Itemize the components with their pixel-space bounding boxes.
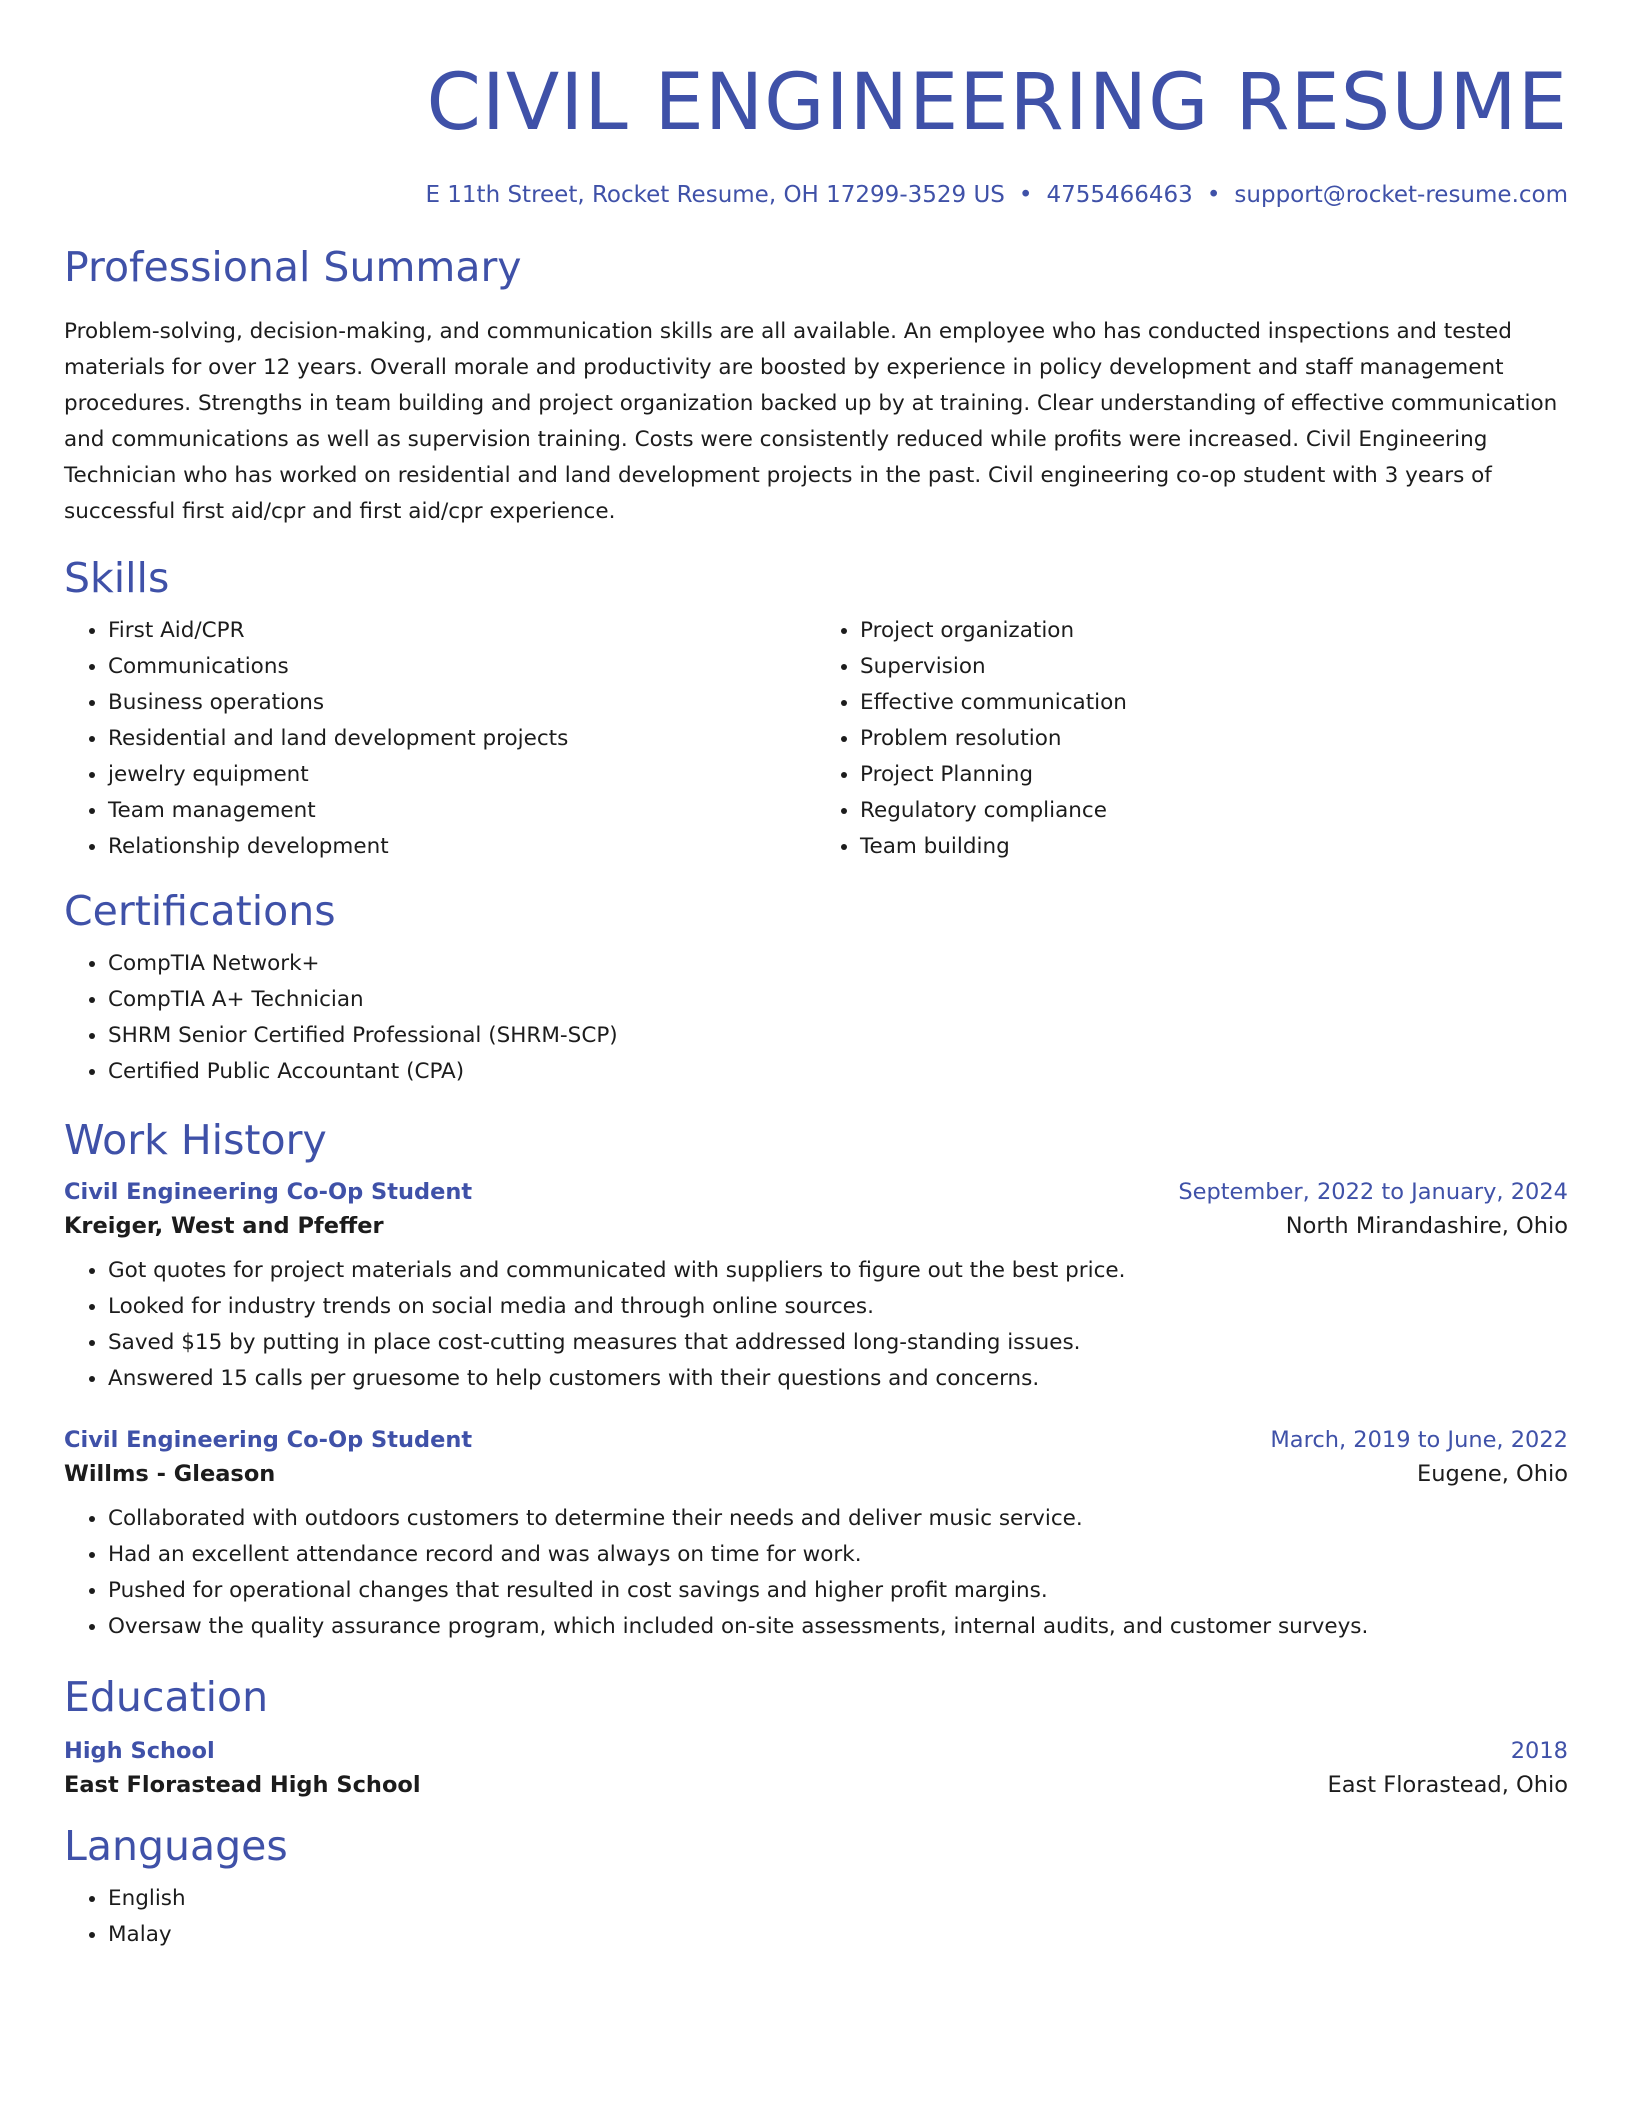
work-history-heading: Work History — [64, 1116, 327, 1164]
skills-grid — [64, 613, 1568, 865]
contact-line — [64, 184, 1568, 207]
job-location: North Mirandashire, Ohio — [1285, 1213, 1568, 1239]
list-item: • Looked for industry trends on social media and through online sources. — [108, 1289, 1568, 1325]
list-item: • Saved $15 by putting in place cost-cutting measures that addressed long-standing issues. — [108, 1325, 1568, 1361]
skills-column-right — [816, 613, 1568, 865]
job-company: Kreiger, West and Pfeffer — [64, 1213, 384, 1239]
summary-heading: Professional Summary — [64, 243, 522, 291]
list-item: • First Aid/CPR — [108, 613, 816, 649]
education-heading: Education — [64, 1673, 269, 1721]
list-item: • Malay — [108, 1917, 1568, 1953]
job-location: Eugene, Ohio — [1417, 1461, 1568, 1487]
contact-email: support@rocket-resume.com — [1234, 182, 1568, 208]
education-entry — [64, 1738, 1568, 1798]
job-bullets — [64, 1501, 1568, 1645]
languages-heading: Languages — [64, 1822, 288, 1870]
list-item: • Problem resolution — [860, 721, 1568, 757]
list-item: • Certified Public Accountant (CPA) — [108, 1054, 1568, 1090]
certifications-list — [64, 946, 1568, 1090]
contact-separator: • — [1018, 182, 1033, 208]
list-item: • Answered 15 calls per gruesome to help customers with their questions and concerns. — [108, 1361, 1568, 1397]
education-school-row — [64, 1772, 1568, 1798]
list-item: • CompTIA Network+ — [108, 946, 1568, 982]
list-item: • Communications — [108, 649, 816, 685]
list-item: • CompTIA A+ Technician — [108, 982, 1568, 1018]
list-item: • Project Planning — [860, 757, 1568, 793]
list-item: • Regulatory compliance — [860, 793, 1568, 829]
job-company-row — [64, 1213, 1568, 1239]
job-title-row — [64, 1179, 1568, 1205]
contact-separator: • — [1206, 182, 1221, 208]
job-entry — [64, 1427, 1568, 1645]
contact-address: E 11th Street, Rocket Resume, OH 17299-3529 US — [425, 182, 1005, 208]
list-item: • Project organization — [860, 613, 1568, 649]
job-role: Civil Engineering Co-Op Student — [64, 1427, 473, 1453]
job-entry — [64, 1179, 1568, 1397]
list-item: • jewelry equipment — [108, 757, 816, 793]
summary-text: Problem-solving, decision-making, and communication skills are all available. An employee who has conducted inspections and tested materials for over 12 years. Overall morale and productivity are boosted by experience in policy development and staff management procedures. Strengths in team building and project organization backed up by at training. Clear understanding of effective communication and communications as well as supervision training. Costs were consistently reduced while profits were increased. Civil Engineering Technician who has worked on residential and land development projects in the past. Civil engineering co-op student with 3 years of successful first aid/cpr and first aid/cpr experience. — [64, 319, 1558, 524]
list-item: • Business operations — [108, 685, 816, 721]
languages-list — [64, 1881, 1568, 1953]
list-item: • Residential and land development projects — [108, 721, 816, 757]
job-dates: March, 2019 to June, 2022 — [1270, 1427, 1568, 1453]
education-location: East Florastead, Ohio — [1327, 1772, 1568, 1798]
education-degree: High School — [64, 1738, 215, 1764]
skills-list-left — [64, 613, 816, 865]
job-bullets — [64, 1253, 1568, 1397]
education-school: East Florastead High School — [64, 1772, 421, 1798]
list-item: • Collaborated with outdoors customers to determine their needs and deliver music service. — [108, 1501, 1568, 1537]
list-item: • Had an excellent attendance record and was always on time for work. — [108, 1537, 1568, 1573]
resume-title: CIVIL ENGINEERING RESUME — [426, 58, 1568, 148]
education-title-row — [64, 1738, 1568, 1764]
skills-column-left — [64, 613, 816, 865]
list-item: • Team management — [108, 793, 816, 829]
list-item: • Got quotes for project materials and communicated with suppliers to figure out the best price. — [108, 1253, 1568, 1289]
contact-phone: 4755466463 — [1046, 182, 1193, 208]
list-item: • Relationship development — [108, 829, 816, 865]
skills-heading: Skills — [64, 554, 170, 602]
list-item: • Supervision — [860, 649, 1568, 685]
list-item: • SHRM Senior Certified Professional (SHRM-SCP) — [108, 1018, 1568, 1054]
job-role: Civil Engineering Co-Op Student — [64, 1179, 473, 1205]
list-item: • Effective communication — [860, 685, 1568, 721]
list-item: • Oversaw the quality assurance program, which included on-site assessments, internal audits, and customer surveys. — [108, 1609, 1568, 1645]
job-company: Willms - Gleason — [64, 1461, 276, 1487]
certifications-heading: Certifications — [64, 887, 336, 935]
education-year: 2018 — [1510, 1738, 1568, 1764]
list-item: • Pushed for operational changes that resulted in cost savings and higher profit margins. — [108, 1573, 1568, 1609]
job-company-row — [64, 1461, 1568, 1487]
job-dates: September, 2022 to January, 2024 — [1178, 1179, 1568, 1205]
skills-list-right — [816, 613, 1568, 865]
list-item: • Team building — [860, 829, 1568, 865]
job-title-row — [64, 1427, 1568, 1453]
list-item: • English — [108, 1881, 1568, 1917]
